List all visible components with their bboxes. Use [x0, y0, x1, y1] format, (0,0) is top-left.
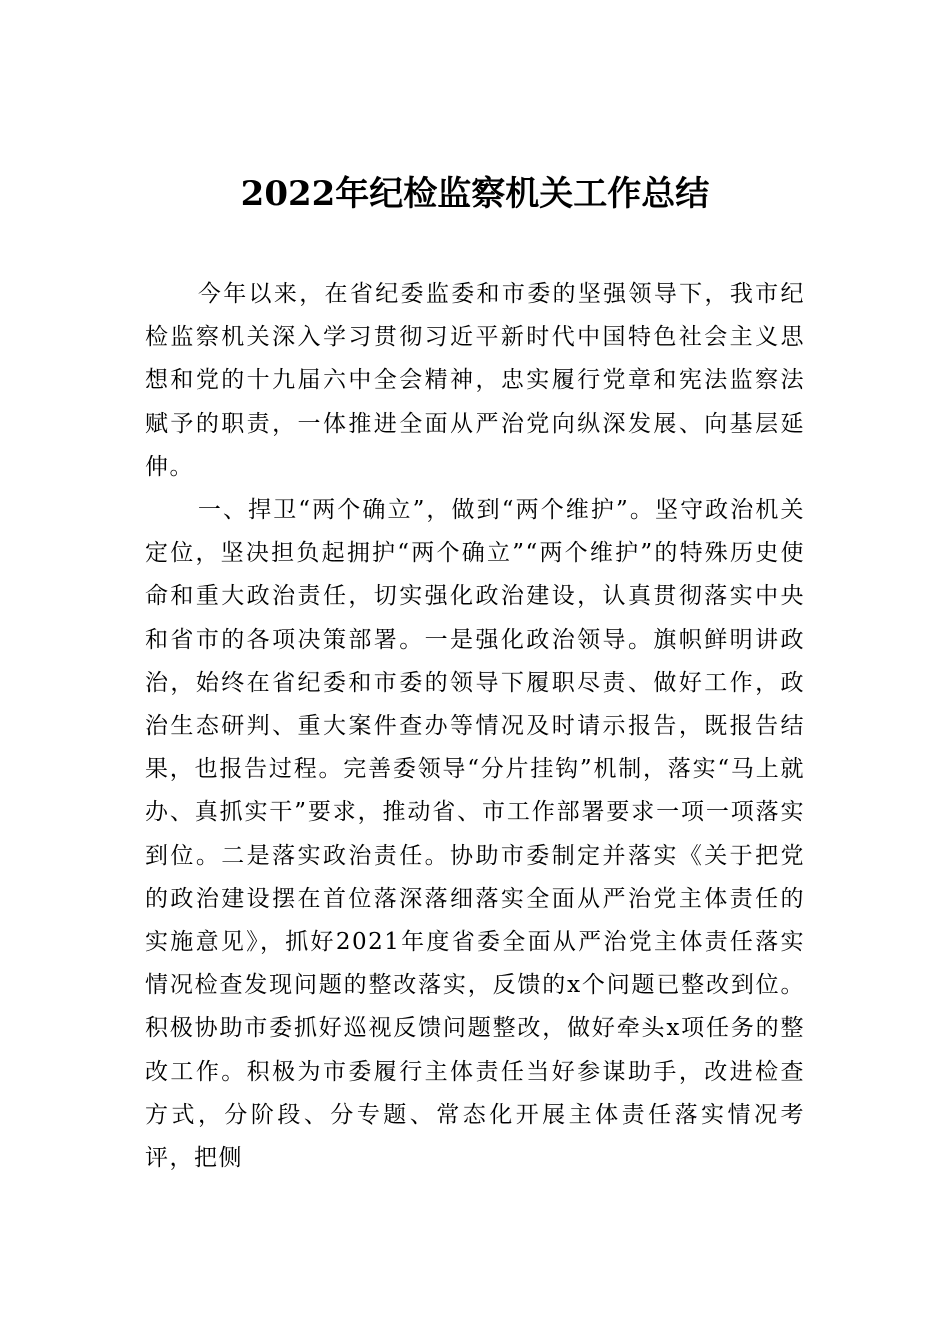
paragraph-intro: 今年以来，在省纪委监委和市委的坚强领导下，我市纪检监察机关深入学习贯彻习近平新时代中国特色社会主义思想和党的十九届六中全会精神，忠实履行党章和宪法监察法赋予的职责，一体推进全面从严治党向纵深发展、向基层延伸。 [145, 281, 805, 480]
document-body [145, 273, 805, 1180]
paragraph-section-1: 一、捍卫“两个确立”，做到“两个维护”。坚守政治机关定位，坚决担负起拥护“两个确立”“两个维护”的特殊历史使命和重大政治责任，切实强化政治建设，认真贯彻落实中央和省市的各项决策部署。一是强化政治领导。旗帜鲜明讲政治，始终在省纪委和市委的领导下履职尽责、做好工作，政治生态研判、重大案件查办等情况及时请示报告，既报告结果，也报告过程。完善委领导“分片挂钩”机制，落实“马上就办、真抓实干”要求，推动省、市工作部署要求一项一项落实到位。二是落实政治责任。协助市委制定并落实《关于把党的政治建设摆在首位落深落细落实全面从严治党主体责任的实施意见》，抓好2021年度省委全面从严治党主体责任落实情况检查发现问题的整改落实，反馈的x个问题已整改到位。积极协助市委抓好巡视反馈问题整改，做好牵头x项任务的整改工作。积极为市委履行主体责任当好参谋助手，改进检查方式，分阶段、分专题、常态化开展主体责任落实情况考评，把侧 [145, 497, 805, 1172]
document-title: 2022年纪检监察机关工作总结 [240, 174, 710, 214]
